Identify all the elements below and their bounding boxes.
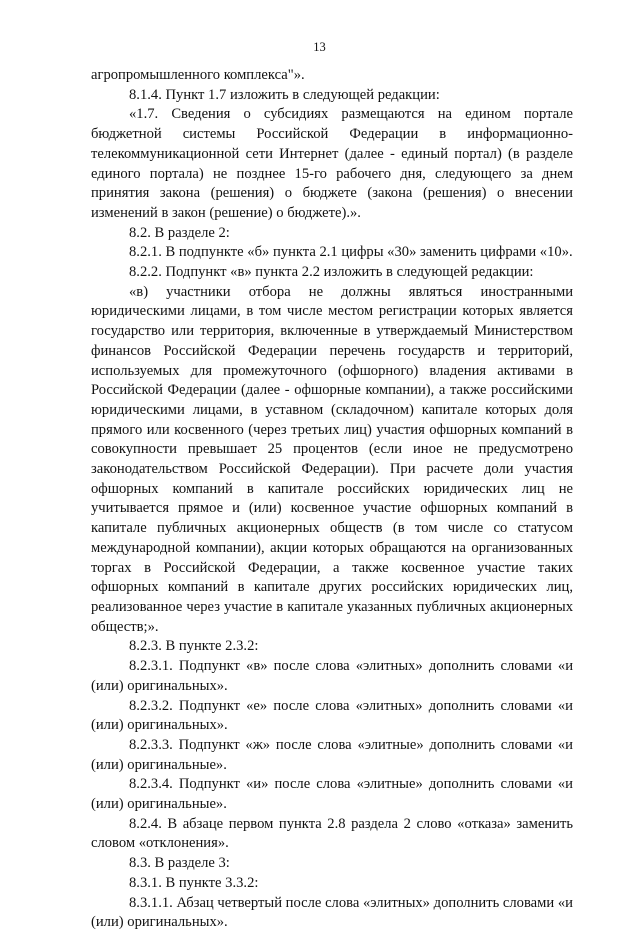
paragraph: 8.2.3. В пункте 2.3.2:	[129, 638, 259, 655]
paragraph: 8.2.3.1. Подпункт «в» после слова «элитных» дополнить словами «и (или) оригинальных».	[91, 658, 573, 694]
paragraph: 8.2.2. Подпункт «в» пункта 2.2 изложить в следующей редакции:	[129, 264, 534, 281]
paragraph: 8.2.4. В абзаце первом пункта 2.8 раздела 2 слово «отказа» заменить словом «отклонения».	[91, 815, 573, 852]
paragraph: 8.2.3.3. Подпункт «ж» после слова «элитные» дополнить словами «и (или) оригинальные».	[91, 736, 573, 773]
document-body	[91, 66, 573, 933]
paragraph: «1.7. Сведения о субсидиях размещаются на едином портале бюджетной системы Российской Федерации в информационно-телекоммуникационной сети Интернет (далее - единый портал) (в разделе единого портала) не позднее 15-го рабочего дня, следующего за днем принятия закона (решения) о бюджете (закона (решения) о внесении изменений в закон (решение) о бюджете).».	[91, 106, 573, 221]
paragraph: 8.2.1. В подпункте «б» пункта 2.1 цифры «30» заменить цифрами «10».	[129, 244, 573, 261]
paragraph: 8.2.3.2. Подпункт «е» после слова «элитных» дополнить словами «и (или) оригинальных».	[91, 697, 573, 734]
paragraph: «в) участники отбора не должны являться иностранными юридическими лицами, в том числе местом регистрации которых является государство или территория, включенные в утверждаемый Министерством финансов Российской Федерации перечень государств и территорий, используемых для промежуточного (офшорного) владения активами в Российской Федерации (далее - офшорные компании), а также российскими юридическими лицами, в уставном (складочном) капитале которых доля прямого или косвенного (через третьих лиц) участия офшорных компаний в совокупности превышает 25 процентов (если иное не предусмотрено законодательством Российской Федерации). При расчете доли участия офшорных компаний в капитале российских юридических лиц не учитывается прямое и (или) косвенное участие офшорных компаний в капитале публичных акционерных обществ (в том числе со статусом международной компании), акции которых обращаются на организованных торгах в Российской Федерации, а также косвенное участие таких офшорных компаний в капитале других российских юридических лиц, реализованное через участие в капитале указанных публичных акционерных обществ;».	[91, 283, 573, 635]
paragraph: 8.1.4. Пункт 1.7 изложить в следующей редакции:	[129, 86, 440, 103]
paragraph: 8.3. В разделе 3:	[129, 855, 230, 872]
page-number: 13	[313, 40, 326, 54]
paragraph: 8.2. В разделе 2:	[129, 224, 230, 241]
paragraph: 8.3.1.1. Абзац четвертый после слова «элитных» дополнить словами «и (или) оригинальных».	[91, 894, 573, 931]
paragraph: агропромышленного комплекса"».	[91, 67, 305, 83]
paragraph: 8.3.1. В пункте 3.3.2:	[129, 874, 259, 891]
paragraph: 8.2.3.4. Подпункт «и» после слова «элитные» дополнить словами «и (или) оригинальные».	[91, 776, 573, 813]
